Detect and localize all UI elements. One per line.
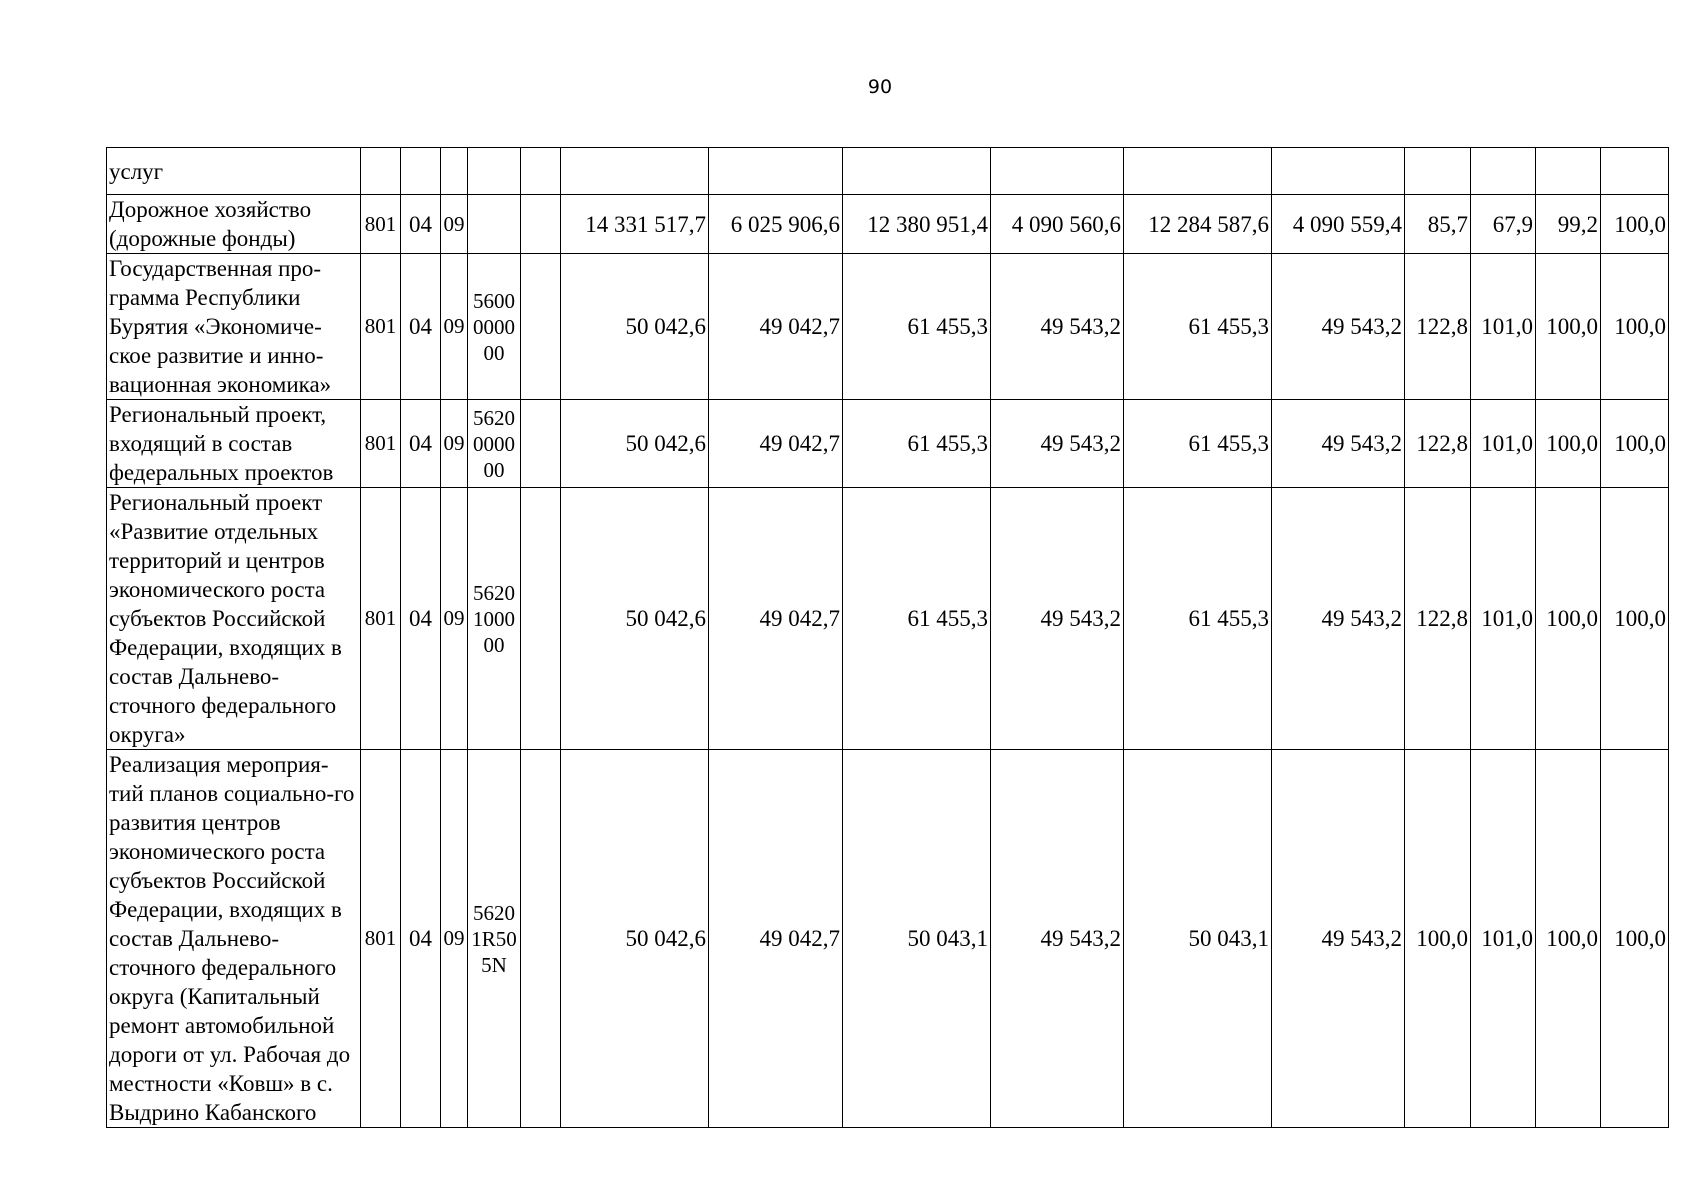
percent-3: 99,2	[1536, 195, 1601, 254]
section-code: 04	[401, 488, 441, 750]
value-2: 49 042,7	[709, 750, 843, 1128]
value-2: 6 025 906,6	[709, 195, 843, 254]
value-3: 61 455,3	[843, 254, 991, 400]
percent-2: 101,0	[1471, 400, 1536, 488]
value-4: 49 543,2	[991, 750, 1124, 1128]
value-4: 49 543,2	[991, 254, 1124, 400]
value-1: 50 042,6	[561, 254, 709, 400]
value-3: 61 455,3	[843, 400, 991, 488]
value-5: 61 455,3	[1124, 254, 1272, 400]
table-row	[107, 750, 1669, 1128]
subsection-code	[441, 148, 468, 195]
expense-type-code	[521, 195, 561, 254]
value-3: 61 455,3	[843, 488, 991, 750]
page-number: 90	[867, 76, 893, 98]
expense-type-code	[521, 750, 561, 1128]
subsection-code: 09	[441, 750, 468, 1128]
percent-3: 100,0	[1536, 400, 1601, 488]
value-3: 50 043,1	[843, 750, 991, 1128]
glava-code: 801	[361, 195, 401, 254]
row-name: Государственная про-грамма Республики Бурятия «Экономиче-ское развитие и инно-вационная экономика»	[107, 254, 361, 400]
row-name: Региональный проект «Развитие отдельных территорий и центров экономического роста субъектов Российской Федерации, входящих в состав Дальнево-сточного федерального округа»	[107, 488, 361, 750]
percent-1: 122,8	[1405, 254, 1471, 400]
percent-4: 100,0	[1601, 195, 1669, 254]
expense-type-code	[521, 488, 561, 750]
value-4: 49 543,2	[991, 488, 1124, 750]
subsection-code: 09	[441, 195, 468, 254]
glava-code: 801	[361, 400, 401, 488]
percent-4	[1601, 148, 1669, 195]
table-row	[107, 488, 1669, 750]
value-6: 49 543,2	[1272, 400, 1405, 488]
expense-type-code	[521, 148, 561, 195]
target-article-code: 5600 0000 00	[468, 254, 521, 400]
value-4	[991, 148, 1124, 195]
target-article-code: 5620 1000 00	[468, 488, 521, 750]
value-2: 49 042,7	[709, 488, 843, 750]
value-2: 49 042,7	[709, 400, 843, 488]
glava-code	[361, 148, 401, 195]
table-row	[107, 400, 1669, 488]
percent-1: 100,0	[1405, 750, 1471, 1128]
percent-1	[1405, 148, 1471, 195]
glava-code: 801	[361, 254, 401, 400]
row-name: Региональный проект, входящий в состав федеральных проектов	[107, 400, 361, 488]
value-1	[561, 148, 709, 195]
percent-2: 67,9	[1471, 195, 1536, 254]
row-name: услуг	[107, 148, 361, 195]
row-name: Реализация мероприя-тий планов социально-го развития центров экономического роста субъектов Российской Федерации, входящих в состав Дальнево-сточного федерального округа (Капитальный ремонт автомобильной дороги от ул. Рабочая до местности «Ковш» в с. Выдрино Кабанского	[107, 750, 361, 1128]
percent-4: 100,0	[1601, 254, 1669, 400]
percent-1: 122,8	[1405, 400, 1471, 488]
percent-1: 122,8	[1405, 488, 1471, 750]
value-2: 49 042,7	[709, 254, 843, 400]
expense-type-code	[521, 254, 561, 400]
value-5: 61 455,3	[1124, 488, 1272, 750]
value-5: 12 284 587,6	[1124, 195, 1272, 254]
value-5	[1124, 148, 1272, 195]
target-article-code: 5620 0000 00	[468, 400, 521, 488]
budget-table	[106, 147, 1669, 1128]
value-1: 50 042,6	[561, 750, 709, 1128]
table-row	[107, 148, 1669, 195]
glava-code: 801	[361, 750, 401, 1128]
target-article-code	[468, 148, 521, 195]
percent-3: 100,0	[1536, 488, 1601, 750]
percent-2	[1471, 148, 1536, 195]
value-5: 61 455,3	[1124, 400, 1272, 488]
row-name: Дорожное хозяйство (дорожные фонды)	[107, 195, 361, 254]
value-6: 49 543,2	[1272, 254, 1405, 400]
value-4: 4 090 560,6	[991, 195, 1124, 254]
percent-4: 100,0	[1601, 400, 1669, 488]
glava-code: 801	[361, 488, 401, 750]
percent-4: 100,0	[1601, 750, 1669, 1128]
value-6	[1272, 148, 1405, 195]
value-2	[709, 148, 843, 195]
section-code: 04	[401, 400, 441, 488]
section-code: 04	[401, 750, 441, 1128]
value-1: 14 331 517,7	[561, 195, 709, 254]
percent-2: 101,0	[1471, 488, 1536, 750]
section-code	[401, 148, 441, 195]
section-code: 04	[401, 254, 441, 400]
subsection-code: 09	[441, 400, 468, 488]
expense-type-code	[521, 400, 561, 488]
target-article-code: 5620 1R50 5N	[468, 750, 521, 1128]
target-article-code	[468, 195, 521, 254]
percent-4: 100,0	[1601, 488, 1669, 750]
percent-3: 100,0	[1536, 254, 1601, 400]
table-row	[107, 195, 1669, 254]
value-6: 4 090 559,4	[1272, 195, 1405, 254]
value-3	[843, 148, 991, 195]
value-6: 49 543,2	[1272, 488, 1405, 750]
value-1: 50 042,6	[561, 400, 709, 488]
percent-1: 85,7	[1405, 195, 1471, 254]
value-6: 49 543,2	[1272, 750, 1405, 1128]
section-code: 04	[401, 195, 441, 254]
value-5: 50 043,1	[1124, 750, 1272, 1128]
subsection-code: 09	[441, 254, 468, 400]
percent-2: 101,0	[1471, 750, 1536, 1128]
value-4: 49 543,2	[991, 400, 1124, 488]
percent-3	[1536, 148, 1601, 195]
subsection-code: 09	[441, 488, 468, 750]
value-3: 12 380 951,4	[843, 195, 991, 254]
value-1: 50 042,6	[561, 488, 709, 750]
table-row	[107, 254, 1669, 400]
percent-3: 100,0	[1536, 750, 1601, 1128]
percent-2: 101,0	[1471, 254, 1536, 400]
